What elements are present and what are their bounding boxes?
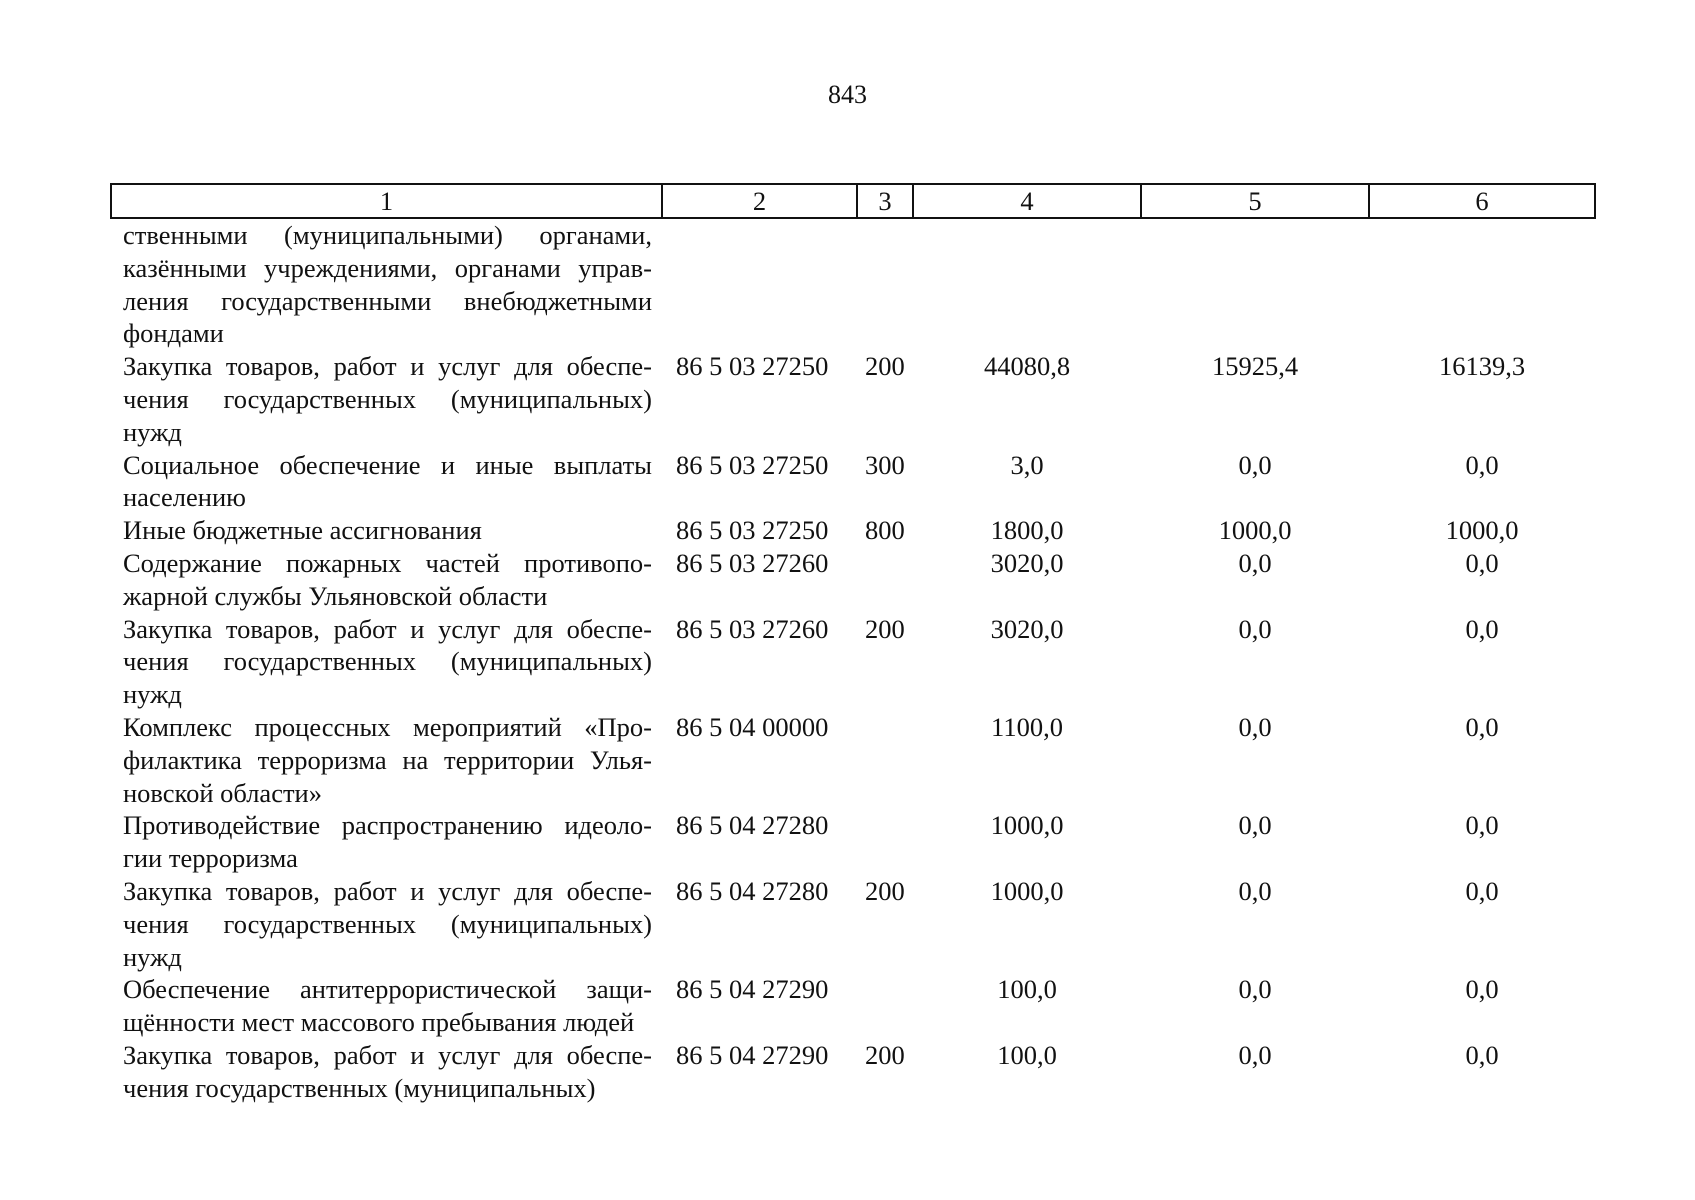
row-name: Закупка товаров, работ и услуг для обеспечения государственных (муниципальных) нужд [123,613,652,710]
row-expense-type: 200 [865,613,905,644]
row-value-4: 44080,8 [983,351,1071,382]
row-value-6: 0,0 [1465,1039,1499,1070]
row-name: Закупка товаров, работ и услуг для обеспечения государственных (муниципальных) нужд [123,351,652,447]
row-value-4: 3,0 [1010,449,1044,480]
row-expense-type: 300 [865,449,905,480]
table-row [111,547,1595,613]
row-value-4: 100,0 [997,1039,1057,1070]
row-name: ственными (муниципальными) органами, казёнными учреждениями, органами управления государственными внебюджетными фондами [123,220,652,349]
row-code: 86 5 03 27250 [676,515,829,546]
page-number: 843 [828,80,867,109]
row-expense-type: 200 [865,351,905,382]
row-expense-type: 200 [865,875,905,906]
row-value-4: 1000,0 [990,810,1064,841]
row-name: Содержание пожарных частей противопожарной службы Ульяновской области [123,547,652,611]
row-code: 86 5 03 27260 [676,613,829,644]
row-value-6: 0,0 [1465,613,1499,644]
table-header [111,184,1595,218]
header-col-3: 3 [857,184,913,218]
row-value-6: 0,0 [1465,547,1499,578]
row-value-5: 0,0 [1238,711,1272,742]
table-row [111,613,1595,711]
row-code: 86 5 03 27250 [676,449,829,480]
row-value-5: 0,0 [1238,974,1272,1005]
row-value-6: 0,0 [1465,711,1499,742]
row-value-6: 0,0 [1465,875,1499,906]
row-value-5: 0,0 [1238,1039,1272,1070]
row-name: Противодействие распространению идеологии терроризма [123,810,652,874]
row-code: 86 5 04 27290 [676,1039,829,1070]
row-code [662,218,857,350]
table-row [111,514,1595,547]
row-expense-type [857,973,913,1039]
row-value-5: 0,0 [1238,810,1272,841]
header-col-5: 5 [1141,184,1369,218]
row-name: Закупка товаров, работ и услуг для обеспечения государственных (муниципальных) нужд [123,875,652,972]
row-value-4: 1000,0 [990,875,1064,906]
row-value-5 [1141,218,1369,350]
row-name: Обеспечение антитеррористической защищённости мест массового пребывания людей [123,974,652,1038]
row-expense-type: 200 [865,1039,905,1070]
row-value-5: 0,0 [1238,547,1272,578]
row-value-6: 0,0 [1465,810,1499,841]
header-col-6: 6 [1369,184,1595,218]
header-row [111,184,1595,218]
table-row [111,809,1595,875]
row-expense-type [857,809,913,875]
row-expense-type: 800 [865,515,905,546]
row-expense-type [857,711,913,809]
row-value-4: 1800,0 [990,515,1064,546]
row-value-5: 1000,0 [1218,515,1292,546]
row-value-5: 0,0 [1238,449,1272,480]
table-row [111,711,1595,809]
row-value-6: 0,0 [1465,974,1499,1005]
row-value-5: 0,0 [1238,875,1272,906]
row-code: 86 5 04 27280 [676,875,829,906]
table-row [111,973,1595,1039]
row-expense-type [857,547,913,613]
row-value-6: 0,0 [1465,449,1499,480]
row-name: Комплекс процессных мероприятий «Профилактика терроризма на территории Ульяновской области» [123,711,652,808]
row-value-5: 15925,4 [1211,351,1299,382]
row-code: 86 5 04 00000 [676,711,829,742]
row-code: 86 5 04 27290 [676,974,829,1005]
row-code: 86 5 03 27250 [676,351,829,382]
row-value-4 [913,218,1141,350]
row-value-6 [1369,218,1595,350]
row-name: Иные бюджетные ассигнования [123,515,482,546]
header-col-1: 1 [111,184,662,218]
row-value-6: 1000,0 [1445,515,1519,546]
row-code: 86 5 04 27280 [676,810,829,841]
row-value-4: 3020,0 [990,547,1064,578]
row-code: 86 5 03 27260 [676,547,829,578]
table-body [111,218,1595,1105]
row-name: Социальное обеспечение и иные выплаты населению [123,449,652,513]
row-value-5: 0,0 [1238,613,1272,644]
table-row [111,350,1595,448]
table-row [111,875,1595,973]
table-row [111,449,1595,515]
row-value-4: 1100,0 [991,711,1063,742]
header-col-4: 4 [913,184,1141,218]
row-value-4: 100,0 [997,974,1057,1005]
row-value-6: 16139,3 [1438,351,1526,382]
table-row [111,218,1595,350]
header-col-2: 2 [662,184,857,218]
row-value-4: 3020,0 [990,613,1064,644]
row-expense-type [857,218,913,350]
table-row [111,1039,1595,1105]
row-name: Закупка товаров, работ и услуг для обеспечения государственных (муниципальных) [123,1039,652,1103]
budget-table [110,183,1596,1105]
